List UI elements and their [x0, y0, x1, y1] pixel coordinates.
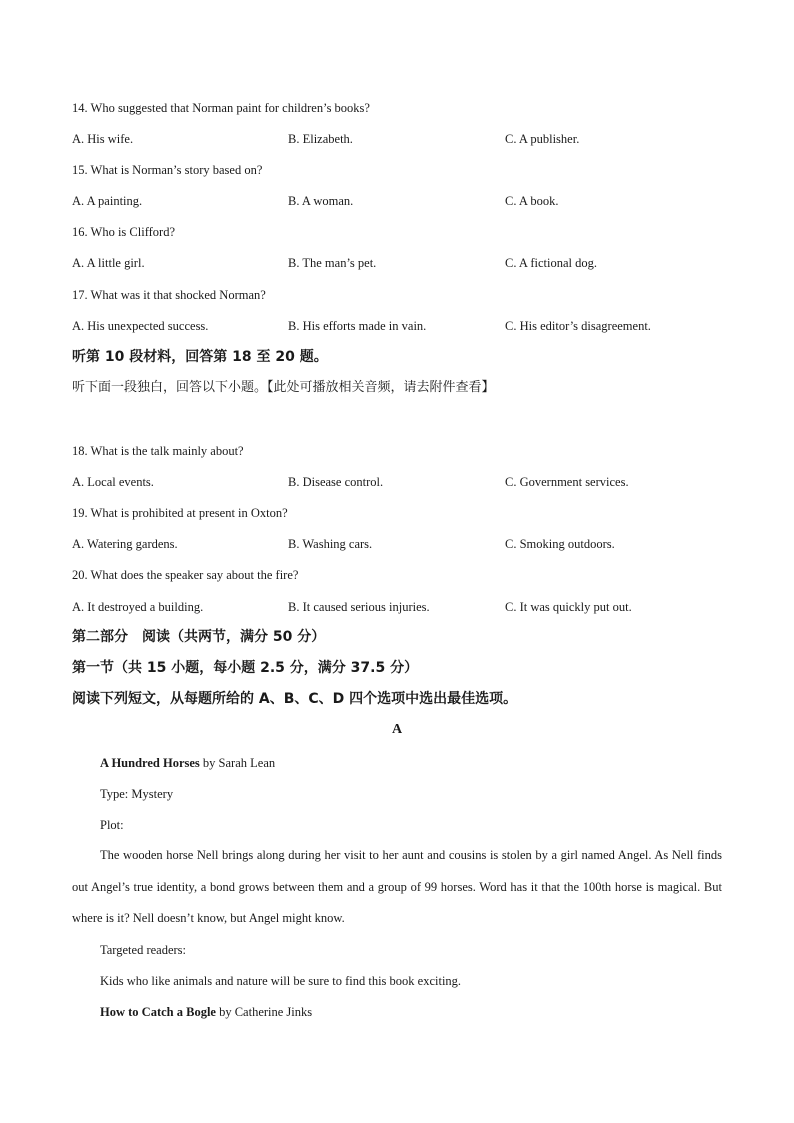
q18-option-c: C. Government services.: [505, 475, 629, 489]
question-20: 20. What does the speaker say about the fire?: [72, 568, 299, 582]
question-17: 17. What was it that shocked Norman?: [72, 288, 266, 302]
book-1-heading: [100, 755, 275, 771]
q16-option-a: A. A little girl.: [72, 256, 145, 270]
q19-option-b: B. Washing cars.: [288, 537, 373, 551]
question-18: 18. What is the talk mainly about?: [72, 444, 244, 458]
question-19: 19. What is prohibited at present in Oxton?: [72, 506, 288, 520]
question-15: 15. What is Norman’s story based on?: [72, 163, 263, 177]
part-2-heading: 第二部分 阅读（共两节，满分 50 分）: [72, 629, 326, 645]
book-1-plot-label: Plot:: [100, 818, 124, 832]
q19-option-c: C. Smoking outdoors.: [505, 537, 615, 551]
book-1-title: A Hundred Horses: [100, 756, 200, 770]
q20-option-a: A. It destroyed a building.: [72, 600, 204, 614]
book-2-heading: [100, 1004, 312, 1020]
q17-option-b: B. His efforts made in vain.: [288, 319, 427, 333]
section-1-heading: 第一节（共 15 小题，每小题 2.5 分，满分 37.5 分）: [72, 660, 419, 676]
q20-option-b: B. It caused serious injuries.: [288, 600, 430, 614]
q18-option-b: B. Disease control.: [288, 475, 384, 489]
q20-option-c: C. It was quickly put out.: [505, 600, 632, 614]
book-2-title: How to Catch a Bogle: [100, 1005, 216, 1019]
q17-option-c: C. His editor’s disagreement.: [505, 319, 651, 333]
section-10-note: 听下面一段独白，回答以下小题。【此处可播放相关音频，请去附件查看】: [72, 380, 495, 395]
passage-label: A: [391, 722, 403, 737]
q18-option-a: A. Local events.: [72, 475, 154, 489]
q15-option-b: B. A woman.: [288, 194, 354, 208]
book-1-readers: Kids who like animals and nature will be sure to find this book exciting.: [100, 974, 462, 988]
book-2-author: by Catherine Jinks: [215, 1005, 313, 1019]
q14-option-a: A. His wife.: [72, 132, 134, 146]
book-1-readers-label: Targeted readers:: [100, 943, 186, 957]
question-16: 16. Who is Clifford?: [72, 225, 176, 239]
q15-option-c: C. A book.: [505, 194, 559, 208]
book-1-plot: The wooden horse Nell brings along during her visit to her aunt and cousins is stolen by a girl named Angel. As Nell finds out Angel’s true identity, a bond grows between them and a group of 99 horses. Word has it that the 100th horse is magical. But where is it? Nell doesn’t know, but Angel might know.: [72, 848, 722, 925]
book-1-author: by Sarah Lean: [199, 756, 276, 770]
question-14: 14. Who suggested that Norman paint for children’s books?: [72, 101, 370, 115]
q19-option-a: A. Watering gardens.: [72, 537, 178, 551]
q14-option-b: B. Elizabeth.: [288, 132, 353, 146]
section-10-heading: 听第 10 段材料，回答第 18 至 20 题。: [72, 349, 328, 365]
book-1-type: Type: Mystery: [100, 787, 174, 801]
q16-option-c: C. A fictional dog.: [505, 256, 598, 270]
q15-option-a: A. A painting.: [72, 194, 143, 208]
q14-option-c: C. A publisher.: [505, 132, 580, 146]
reading-instruction: 阅读下列短文，从每题所给的 A、B、C、D 四个选项中选出最佳选项。: [72, 691, 518, 707]
q17-option-a: A. His unexpected success.: [72, 319, 209, 333]
q16-option-b: B. The man’s pet.: [288, 256, 377, 270]
